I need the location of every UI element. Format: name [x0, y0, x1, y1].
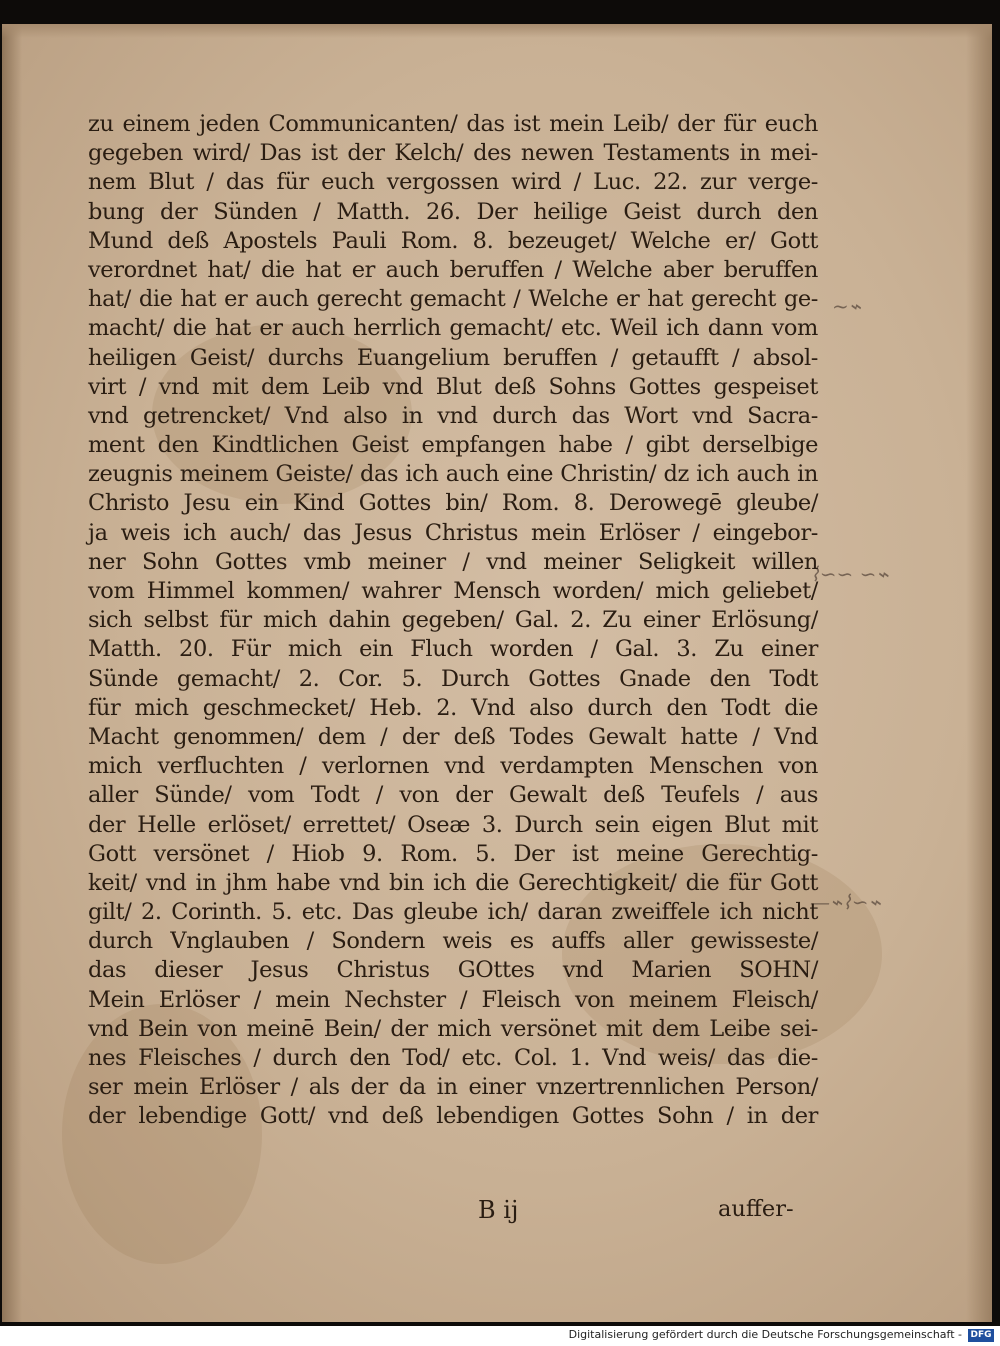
text-line: mich verfluchten / verlornen vnd verdampten Menschen von — [88, 753, 818, 780]
text-line: für mich geschmecket/ Heb. 2. Vnd also durch den Todt die — [88, 694, 818, 721]
text-line: Mein Erlöser / mein Nechster / Fleisch von meinem Fleisch/ — [88, 986, 818, 1013]
text-line: vnd Bein von meinē Bein/ der mich versönet mit dem Leibe sei- — [88, 1015, 818, 1042]
text-line: Mund deß Apostels Pauli Rom. 8. bezeuget/ Welche er/ Gott — [88, 227, 818, 254]
page-edge-shadow — [966, 24, 992, 1322]
text-line: virt / vnd mit dem Leib vnd Blut deß Sohns Gottes gespeiset — [88, 373, 818, 400]
text-line: ment den Kindtlichen Geist empfangen habe / gibt derselbige — [88, 432, 818, 459]
page-gutter-shadow — [2, 24, 22, 1322]
text-line: verordnet hat/ die hat er auch beruffen / Welche aber beruffen — [88, 256, 818, 283]
text-line: heiligen Geist/ durchs Euangelium beruffen / getaufft / absol- — [88, 344, 818, 371]
text-line: Macht genommen/ dem / der deß Todes Gewalt hatte / Vnd — [88, 723, 818, 750]
text-line: Matth. 20. Für mich ein Fluch worden / Gal. 3. Zu einer — [88, 636, 818, 663]
margin-annotation: —⌁⌇∽⌁ — [810, 890, 881, 914]
text-line: Gott versönet / Hiob 9. Rom. 5. Der ist meine Gerechtig- — [88, 840, 818, 867]
text-line: keit/ vnd in jhm habe vnd bin ich die Gerechtigkeit/ die für Gott — [88, 869, 818, 896]
text-line: sich selbst für mich dahin gegeben/ Gal. 2. Zu einer Erlösung/ — [88, 607, 818, 634]
catchword: auffer- — [718, 1196, 794, 1222]
text-line: macht/ die hat er auch herrlich gemacht/ etc. Weil ich dann vom — [88, 315, 818, 342]
margin-annotation: ~⌁ — [832, 294, 861, 318]
footer-credit-text: Digitalisierung gefördert durch die Deutsche Forschungsgemeinschaft - — [568, 1328, 962, 1341]
text-line: durch Vnglauben / Sondern weis es auffs aller gewisseste/ — [88, 928, 818, 955]
text-line: gegeben wird/ Das ist der Kelch/ des newen Testaments in mei- — [88, 140, 818, 167]
page-top-shadow — [2, 24, 992, 38]
text-line: Sünde gemacht/ 2. Cor. 5. Durch Gottes Gnade den Todt — [88, 665, 818, 692]
dfg-logo: DFG — [968, 1329, 994, 1342]
text-line: ner Sohn Gottes vmb meiner / vnd meiner Seligkeit willen — [88, 548, 818, 575]
text-line: ja weis ich auch/ das Jesus Christus mein Erlöser / eingebor- — [88, 519, 818, 546]
text-line: der lebendige Gott/ vnd deß lebendigen Gottes Sohn / in der — [88, 1103, 818, 1130]
text-line: Christo Jesu ein Kind Gottes bin/ Rom. 8. Derowegē gleube/ — [88, 490, 818, 517]
text-line: aller Sünde/ vom Todt / von der Gewalt deß Teufels / aus — [88, 782, 818, 809]
text-line: nem Blut / das für euch vergossen wird / Luc. 22. zur verge- — [88, 169, 818, 196]
text-line: vnd getrencket/ Vnd also in vnd durch das Wort vnd Sacra- — [88, 402, 818, 429]
text-line: der Helle erlöset/ errettet/ Oseæ 3. Durch sein eigen Blut mit — [88, 811, 818, 838]
text-line: nes Fleisches / durch den Tod/ etc. Col. 1. Vnd weis/ das die- — [88, 1045, 818, 1071]
text-line: zu einem jeden Communicanten/ das ist mein Leib/ der für euch — [88, 111, 818, 137]
text-line: das dieser Jesus Christus GOttes vnd Marien SOHN/ — [88, 957, 818, 984]
text-line: gilt/ 2. Corinth. 5. etc. Das gleube ich/ daran zweiffele ich nicht — [88, 899, 818, 926]
margin-annotation: ⌇∽∽ ∽⌁ — [810, 562, 889, 586]
text-line: hat/ die hat er auch gerecht gemacht / Welche er hat gerecht ge- — [88, 286, 818, 313]
body-text — [88, 110, 818, 1132]
text-line: vom Himmel kommen/ wahrer Mensch worden/ mich geliebet/ — [88, 578, 818, 604]
footer-bar — [0, 1326, 1000, 1346]
text-line: bung der Sünden / Matth. 26. Der heilige Geist durch den — [88, 198, 818, 225]
signature-mark: B ij — [478, 1196, 519, 1224]
text-line: zeugnis meinem Geiste/ das ich auch eine Christin/ dz ich auch in — [88, 461, 818, 488]
text-line: ser mein Erlöser / als der da in einer vnzertrennlichen Person/ — [88, 1074, 818, 1101]
